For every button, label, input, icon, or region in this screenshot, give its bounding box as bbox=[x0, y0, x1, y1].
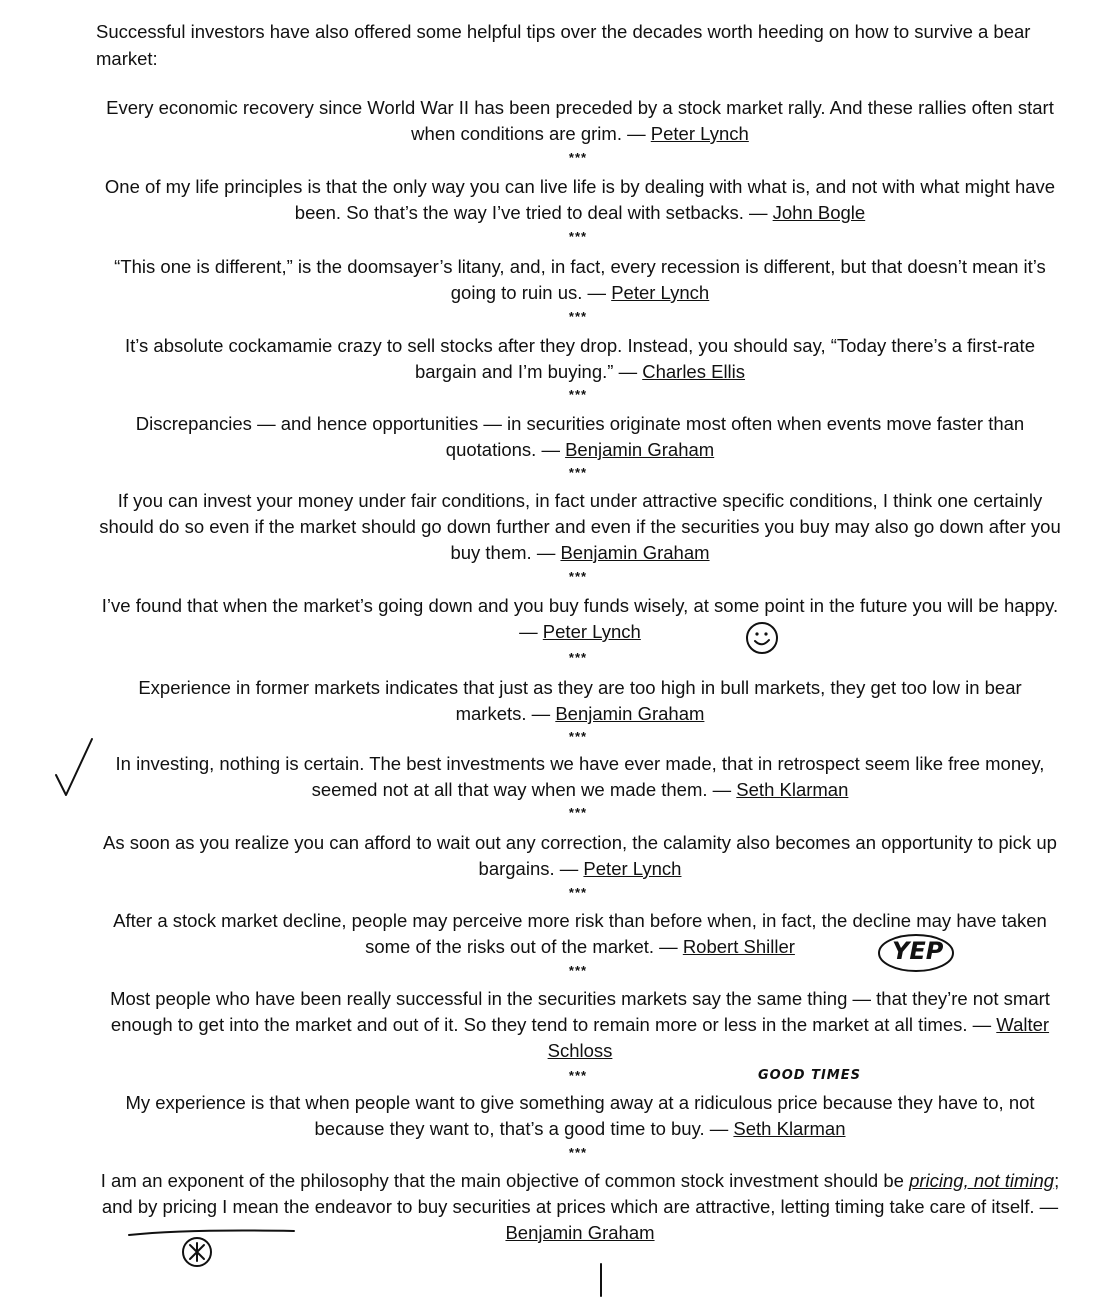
quote-text: In investing, nothing is certain. The best investments we have ever made, that in retrospect seem like free money, seemed not at all that way when we made them. — bbox=[115, 753, 1045, 800]
quote-author: Walter Schloss bbox=[547, 1014, 1050, 1061]
quote-8 bbox=[110, 675, 1050, 727]
separator: *** bbox=[568, 963, 588, 978]
quote-author: Robert Shiller bbox=[682, 936, 795, 957]
quote-author: Peter Lynch bbox=[542, 621, 641, 642]
quote-text: Experience in former markets indicates that just as they are too high in bull markets, they get too low in bear markets. — bbox=[138, 677, 1022, 724]
separator: *** bbox=[568, 885, 588, 900]
quote-author: John Bogle bbox=[772, 202, 866, 223]
quote-13 bbox=[96, 1090, 1064, 1142]
quote-author: Benjamin Graham bbox=[565, 439, 715, 460]
quote-author: Peter Lynch bbox=[611, 282, 710, 303]
quote-9 bbox=[96, 751, 1064, 803]
quote-text: ; and by pricing I mean the endeavor to buy securities at prices which are attractive, letting timing take care of itself. — bbox=[101, 1170, 1060, 1217]
separator: *** bbox=[568, 569, 588, 584]
separator: *** bbox=[568, 229, 588, 244]
quote-text: It’s absolute cockamamie crazy to sell stocks after they drop. Instead, you should say, “Today there’s a first-rate bargain and I’m buying.” — bbox=[124, 335, 1035, 382]
quote-12 bbox=[96, 986, 1064, 1064]
quote-author: Charles Ellis bbox=[642, 361, 746, 382]
separator: *** bbox=[568, 309, 588, 324]
separator: *** bbox=[568, 150, 588, 165]
quote-text: Most people who have been really successful in the securities markets say the same thing — that they’re not smart enough to get into the market and out of it. So they tend to remain more or less in the market at all times. — bbox=[110, 988, 1050, 1035]
quote-text: “This one is different,” is the doomsayer’s litany, and, in fact, every recession is different, but that doesn’t mean it’s going to ruin us. — bbox=[114, 256, 1046, 303]
quote-text: One of my life principles is that the only way you can live life is by dealing with what is, and not with what might have been. So that’s the way I’ve tried to deal with setbacks. — bbox=[104, 176, 1056, 223]
quote-text: After a stock market decline, people may perceive more risk than before when, in fact, the decline may have taken some of the risks out of the market. — bbox=[113, 910, 1047, 957]
quote-6 bbox=[96, 488, 1064, 566]
quote-4 bbox=[110, 333, 1050, 385]
quote-author: Seth Klarman bbox=[736, 779, 849, 800]
intro-paragraph: Successful investors have also offered some helpful tips over the decades worth heeding on how to survive a bear market: bbox=[96, 21, 1031, 69]
quote-2 bbox=[96, 174, 1064, 226]
separator: *** bbox=[568, 650, 588, 665]
quote-text: Every economic recovery since World War II has been preceded by a stock market rally. And these rallies often start when conditions are grim. — bbox=[106, 97, 1054, 144]
quote-7 bbox=[96, 593, 1064, 645]
quote-emphasis: pricing, not timing bbox=[909, 1170, 1055, 1191]
quote-text: I’ve found that when the market’s going down and you buy funds wisely, at some point in the future you will be happy. — bbox=[101, 595, 1059, 642]
quote-text: Discrepancies — and hence opportunities — in securities originate most often when events move faster than quotations. — bbox=[135, 413, 1025, 460]
quote-3 bbox=[96, 254, 1064, 306]
smiley-face-icon bbox=[744, 620, 780, 656]
quote-author: Seth Klarman bbox=[733, 1118, 846, 1139]
quote-10 bbox=[96, 830, 1064, 882]
quote-author: Benjamin Graham bbox=[560, 542, 710, 563]
quote-text: As soon as you realize you can afford to wait out any correction, the calamity also becomes an opportunity to pick up bargains. — bbox=[103, 832, 1057, 879]
quote-author: Benjamin Graham bbox=[555, 703, 705, 724]
quote-text: My experience is that when people want to give something away at a ridiculous price because they have to, not because they want to, that’s a good time to buy. — bbox=[125, 1092, 1035, 1139]
separator: *** bbox=[568, 465, 588, 480]
checkmark-icon bbox=[52, 735, 96, 799]
vertical-mark bbox=[598, 1262, 604, 1298]
quote-text: I am an exponent of the philosophy that the main objective of common stock investment should be bbox=[100, 1170, 910, 1191]
separator: *** bbox=[568, 387, 588, 402]
separator: *** bbox=[568, 729, 588, 744]
separator: *** bbox=[568, 1145, 588, 1160]
separator: *** bbox=[568, 1068, 588, 1083]
quote-1 bbox=[100, 95, 1060, 147]
handwritten-good-times: GOOD TIMES bbox=[758, 1068, 861, 1083]
quote-5 bbox=[110, 411, 1050, 463]
quote-author: Benjamin Graham bbox=[505, 1222, 655, 1243]
separator: *** bbox=[568, 805, 588, 820]
quote-author: Peter Lynch bbox=[650, 123, 749, 144]
handwritten-yep: YEP bbox=[892, 937, 944, 965]
quote-text: If you can invest your money under fair conditions, in fact under attractive specific conditions, I think one certainly should do so even if the market should go down further and even if the securities you buy may also go down after you buy them. — bbox=[99, 490, 1061, 563]
quote-author: Peter Lynch bbox=[583, 858, 682, 879]
asterisk-circle-icon bbox=[178, 1234, 218, 1270]
